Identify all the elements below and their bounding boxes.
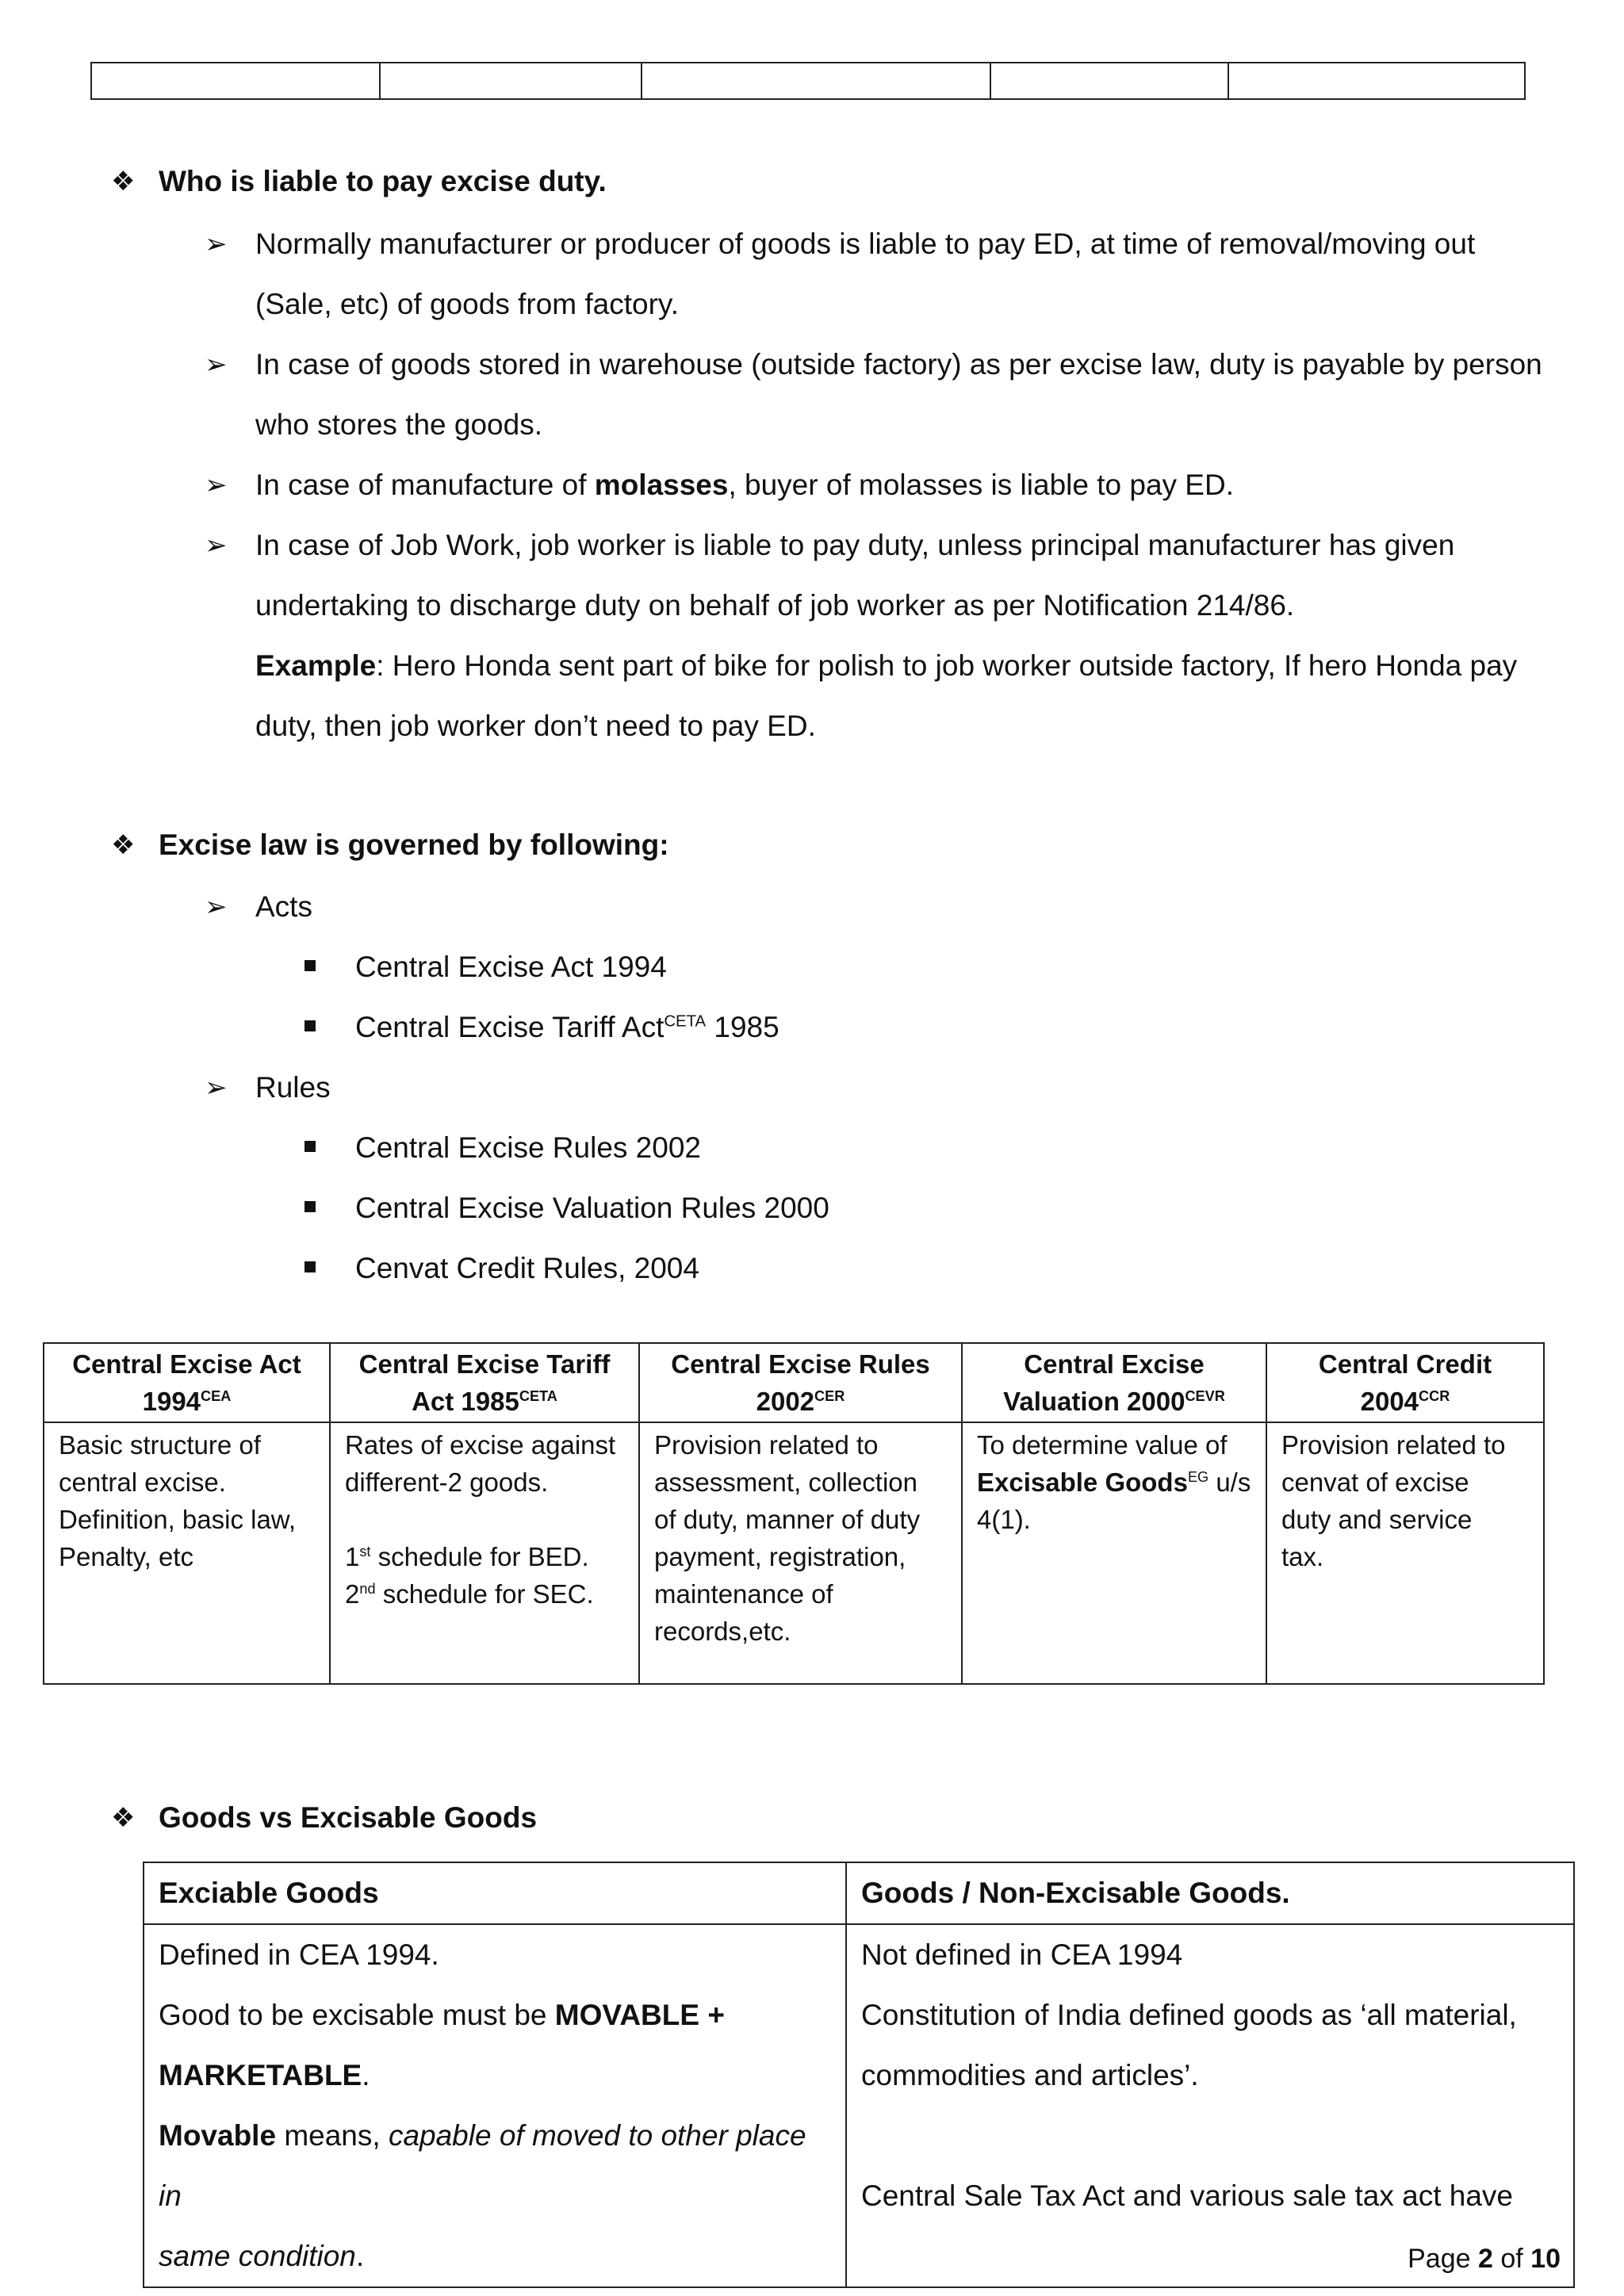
diamond-bullet-icon: ❖ (111, 1803, 136, 1833)
list-item: Central Excise Rules 2002 (304, 1118, 701, 1178)
table-header-row (44, 1343, 1544, 1422)
table-cell: Basic structure of central excise. Definition, basic law, Penalty, etc (44, 1422, 330, 1684)
excise-laws-table (43, 1342, 1545, 1685)
goods-comparison-table (143, 1862, 1575, 2288)
table-cell: Not defined in CEA 1994 Constitution of India defined goods as ‘all material, commodities and articles’. Central Sale Tax Act and various sale tax act have (846, 1924, 1574, 2287)
table-header-row (144, 1862, 1574, 1924)
table-header-cell: Goods / Non-Excisable Goods. (846, 1862, 1574, 1924)
table-header-cell: Central Credit $2004^{CCR}$ (1266, 1343, 1544, 1422)
arrow-bullet-icon: ➢ (205, 470, 228, 500)
square-bullet-icon (304, 1141, 316, 1152)
table-cell: Defined in CEA 1994. Good to be excisable must be MOVABLE + MARKETABLE. Movable means, capable of moved to other place in same condition. (144, 1924, 846, 2287)
list-item: ➢ In case of Job Work, job worker is liable to pay duty, unless principal manufacturer has given undertaking to discharge duty on behalf of job worker as per Notification 214/86. Example: Hero Honda sent part of bike for polish to job worker outside factory, If hero Honda pay duty, then job worker don’t need to pay ED. (205, 515, 1553, 756)
arrow-bullet-icon: ➢ (205, 892, 228, 922)
list-item: ➢ In case of goods stored in warehouse (outside factory) as per excise law, duty is payable by person who stores the goods. (205, 335, 1553, 455)
section-heading-liability: ❖ Who is liable to pay excise duty. (111, 165, 607, 197)
list-item-rules: ➢ Rules (205, 1058, 1553, 1118)
section-heading-goods: ❖ Goods vs Excisable Goods (111, 1801, 538, 1834)
section-heading-excise-law: ❖ Excise law is governed by following: (111, 828, 669, 861)
table-cell: Provision related to cenvat of excise duty and service tax. (1266, 1422, 1544, 1684)
table-header-cell: Central Excise Act $1994^{CEA}$ (44, 1343, 330, 1422)
list-item: Central Excise Tariff Act$^{CETA}$ 1985 (304, 997, 779, 1058)
arrow-bullet-icon: ➢ (205, 1073, 228, 1103)
square-bullet-icon (304, 1201, 316, 1212)
list-item: Cenvat Credit Rules, 2004 (304, 1238, 699, 1299)
table-cell: Provision related to assessment, collection of duty, manner of duty payment, registration, maintenance of records,etc. (639, 1422, 962, 1684)
top-table-fragment (90, 62, 1526, 100)
table-header-cell: Exciable Goods (144, 1862, 846, 1924)
square-bullet-icon (304, 960, 316, 971)
table-header-cell: Central Excise Valuation $2000^{CEVR}$ (962, 1343, 1266, 1422)
table-cell: To determine value of Excisable Goods$^{EG}$ u/s 4(1). (962, 1422, 1266, 1684)
square-bullet-icon (304, 1261, 316, 1272)
list-item: Central Excise Act 1994 (304, 937, 667, 997)
list-item: ➢ Normally manufacturer or producer of goods is liable to pay ED, at time of removal/moving out (Sale, etc) of goods from factory. (205, 214, 1553, 335)
table-header-cell: Central Excise Tariff Act $1985^{CETA}$ (330, 1343, 639, 1422)
list-item: Central Excise Valuation Rules 2000 (304, 1178, 829, 1238)
diamond-bullet-icon: ❖ (111, 830, 136, 860)
square-bullet-icon (304, 1020, 316, 1031)
table-cell: Rates of excise against different-2 goods. 1st schedule for BED. 2nd schedule for SEC. (330, 1422, 639, 1684)
list-item: ➢ In case of manufacture of molasses, buyer of molasses is liable to pay ED. (205, 455, 1553, 515)
table-row (144, 1924, 1574, 2287)
diamond-bullet-icon: ❖ (111, 166, 136, 197)
table-header-cell: Central Excise Rules $2002^{CER}$ (639, 1343, 962, 1422)
example-paragraph: Example: Hero Honda sent part of bike for polish to job worker outside factory, If hero Honda pay duty, then job worker don’t need to pay ED. (255, 649, 1518, 742)
table-row (44, 1422, 1544, 1684)
arrow-bullet-icon: ➢ (205, 229, 228, 259)
arrow-bullet-icon: ➢ (205, 530, 228, 561)
list-item-acts: ➢ Acts (205, 877, 1553, 937)
page-footer: Page 2 of 10 (1408, 2244, 1561, 2274)
arrow-bullet-icon: ➢ (205, 350, 228, 380)
